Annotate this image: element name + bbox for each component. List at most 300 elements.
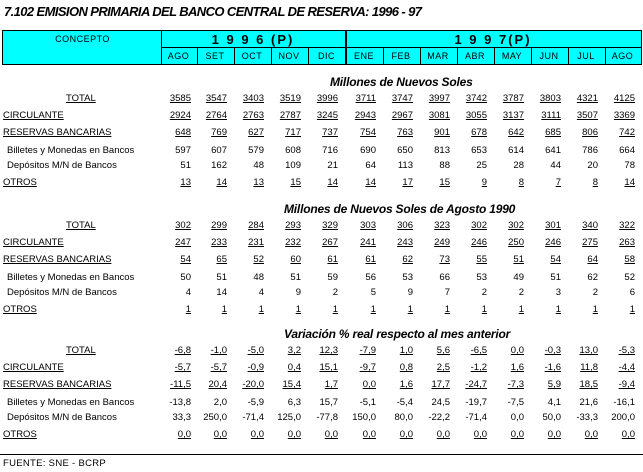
cell-value: 3997 — [428, 93, 450, 104]
cell-value: 1 — [221, 304, 227, 315]
cell-value: 20 — [587, 160, 598, 171]
cell-value: 54 — [180, 254, 191, 265]
cell-value: -13,8 — [169, 397, 191, 408]
section-subtitle: Variación % real respecto al mes anterior — [284, 327, 511, 341]
cell-value: 614 — [508, 145, 524, 156]
cell-value: 0,0 — [250, 429, 264, 440]
row-label: RESERVAS BANCARIAS — [3, 254, 112, 265]
row-label: TOTAL — [66, 345, 96, 356]
cell-value: 21 — [327, 160, 338, 171]
row-label: Billetes y Monedas en Bancos — [7, 145, 135, 156]
table-row — [0, 345, 643, 359]
cell-value: 1 — [295, 304, 301, 315]
cell-value: 250,0 — [203, 412, 227, 423]
cell-value: 0,0 — [362, 429, 376, 440]
cell-value: -22,2 — [428, 412, 450, 423]
cell-value: 249 — [434, 237, 450, 248]
cell-value: -16,1 — [613, 397, 635, 408]
cell-value: 51 — [290, 272, 301, 283]
cell-value: 597 — [175, 145, 191, 156]
cell-value: 3803 — [539, 93, 561, 104]
cell-value: 2764 — [205, 110, 227, 121]
cell-value: 303 — [360, 220, 376, 231]
cell-value: 664 — [619, 145, 635, 156]
cell-value: 113 — [397, 160, 413, 171]
month-divider — [197, 48, 198, 64]
cell-value: 579 — [248, 145, 264, 156]
cell-value: 2943 — [354, 110, 376, 121]
page-title: 7.102 EMISION PRIMARIA DEL BANCO CENTRAL DE RESERVA: 1996 - 97 — [4, 4, 422, 19]
cell-value: 5,9 — [547, 379, 561, 390]
cell-value: 15 — [439, 177, 450, 188]
row-label: CIRCULANTE — [3, 362, 64, 373]
table-row — [0, 412, 643, 426]
month-header: ENE — [353, 51, 374, 61]
cell-value: 3081 — [428, 110, 450, 121]
cell-value: 3747 — [391, 93, 413, 104]
cell-value: -6,5 — [470, 345, 487, 356]
cell-value: 44 — [550, 160, 561, 171]
cell-value: -1,0 — [210, 345, 227, 356]
cell-value: 7 — [444, 287, 450, 298]
month-header: FEB — [391, 51, 411, 61]
cell-value: 13,0 — [579, 345, 598, 356]
cell-value: -7,9 — [359, 345, 376, 356]
cell-value: 3507 — [576, 110, 598, 121]
month-divider — [271, 48, 272, 64]
cell-value: 51 — [180, 160, 191, 171]
cell-value: 329 — [322, 220, 338, 231]
cell-value: 3055 — [465, 110, 487, 121]
cell-value: 59 — [327, 272, 338, 283]
row-label: Billetes y Monedas en Bancos — [7, 272, 135, 283]
cell-value: 53 — [476, 272, 487, 283]
cell-value: 2787 — [279, 110, 301, 121]
cell-value: -6,8 — [174, 345, 191, 356]
cell-value: 56 — [365, 272, 376, 283]
cell-value: 3711 — [355, 93, 376, 104]
month-divider — [383, 48, 384, 64]
cell-value: -5,0 — [247, 345, 264, 356]
cell-value: 78 — [624, 160, 635, 171]
cell-value: 54 — [550, 254, 561, 265]
cell-value: 0,0 — [287, 429, 301, 440]
cell-value: 0,0 — [324, 429, 338, 440]
table-row — [0, 254, 643, 268]
row-label: OTROS — [3, 177, 37, 188]
cell-value: 2763 — [242, 110, 264, 121]
cell-value: 52 — [253, 254, 264, 265]
cell-value: -7,5 — [507, 397, 524, 408]
month-header: DIC — [318, 51, 335, 61]
cell-value: 50 — [180, 272, 191, 283]
cell-value: 627 — [248, 127, 264, 138]
cell-value: 3,2 — [287, 345, 301, 356]
cell-value: 648 — [175, 127, 191, 138]
cell-value: 14 — [327, 177, 338, 188]
cell-value: 4 — [185, 287, 191, 298]
cell-value: 302 — [508, 220, 524, 231]
table-row — [0, 127, 643, 141]
cell-value: -1,6 — [544, 362, 561, 373]
table-row — [0, 287, 643, 301]
cell-value: 21,6 — [579, 397, 598, 408]
cell-value: 62 — [587, 272, 598, 283]
cell-value: 125,0 — [277, 412, 301, 423]
cell-value: 55 — [476, 254, 487, 265]
cell-value: -0,3 — [544, 345, 561, 356]
concepto-header: CONCEPTO — [55, 34, 110, 44]
cell-value: 1 — [629, 304, 635, 315]
cell-value: 1 — [481, 304, 487, 315]
cell-value: 15,1 — [319, 362, 338, 373]
cell-value: 62 — [402, 254, 413, 265]
cell-value: -20,0 — [242, 379, 264, 390]
cell-value: 716 — [322, 145, 338, 156]
cell-value: 49 — [513, 272, 524, 283]
cell-value: 1 — [185, 304, 191, 315]
cell-value: -5,7 — [210, 362, 227, 373]
cell-value: 241 — [360, 237, 376, 248]
cell-value: 14 — [216, 177, 227, 188]
cell-value: -11,5 — [170, 379, 191, 390]
cell-value: 653 — [471, 145, 487, 156]
cell-value: 231 — [248, 237, 264, 248]
cell-value: 5,6 — [436, 345, 450, 356]
cell-value: 28 — [513, 160, 524, 171]
cell-value: -5,3 — [618, 345, 635, 356]
cell-value: 2924 — [169, 110, 191, 121]
cell-value: 0,0 — [510, 429, 524, 440]
cell-value: 0,0 — [621, 429, 635, 440]
row-label: RESERVAS BANCARIAS — [3, 379, 112, 390]
cell-value: 48 — [253, 160, 264, 171]
row-label: RESERVAS BANCARIAS — [3, 127, 112, 138]
cell-value: 2,0 — [213, 397, 227, 408]
cell-value: 1,6 — [399, 379, 413, 390]
row-label: Depósitos M/N de Bancos — [7, 412, 117, 423]
row-label: TOTAL — [66, 220, 96, 231]
cell-value: 24,5 — [431, 397, 450, 408]
cell-value: 9 — [481, 177, 487, 188]
cell-value: 293 — [285, 220, 301, 231]
cell-value: 150,0 — [352, 412, 376, 423]
cell-value: 58 — [624, 254, 635, 265]
cell-value: 786 — [582, 145, 598, 156]
month-divider — [531, 48, 532, 64]
cell-value: 52 — [624, 272, 635, 283]
cell-value: 0,8 — [399, 362, 413, 373]
cell-value: -9,4 — [618, 379, 635, 390]
cell-value: 8 — [592, 177, 598, 188]
month-header: MAR — [427, 51, 449, 61]
source-note: FUENTE: SNE - BCRP — [3, 458, 107, 469]
cell-value: 299 — [211, 220, 227, 231]
cell-value: 246 — [545, 237, 561, 248]
cell-value: 284 — [248, 220, 264, 231]
cell-value: 263 — [619, 237, 635, 248]
cell-value: 323 — [434, 220, 450, 231]
cell-value: 4321 — [576, 93, 598, 104]
table-row — [0, 93, 643, 107]
cell-value: 3742 — [465, 93, 487, 104]
cell-value: 14 — [365, 177, 376, 188]
cell-value: -1,2 — [470, 362, 487, 373]
cell-value: 742 — [619, 127, 635, 138]
cell-value: 1 — [370, 304, 376, 315]
cell-value: 806 — [582, 127, 598, 138]
cell-value: 3519 — [279, 93, 301, 104]
cell-value: 2 — [518, 287, 524, 298]
cell-value: 3369 — [613, 110, 635, 121]
section-subtitle: Millones de Nuevos Soles — [330, 75, 473, 89]
cell-value: 769 — [211, 127, 227, 138]
cell-value: 1 — [555, 304, 561, 315]
cell-value: 243 — [397, 237, 413, 248]
cell-value: 608 — [285, 145, 301, 156]
cell-value: -5,9 — [247, 397, 264, 408]
cell-value: 2 — [332, 287, 338, 298]
cell-value: 15,4 — [282, 379, 301, 390]
table-row — [0, 304, 643, 318]
table-row — [0, 379, 643, 393]
table-row — [0, 220, 643, 234]
cell-value: 0,0 — [436, 429, 450, 440]
cell-value: 14 — [624, 177, 635, 188]
cell-value: 4125 — [613, 93, 635, 104]
cell-value: 73 — [439, 254, 450, 265]
month-header: AGO — [167, 51, 190, 61]
cell-value: 0,0 — [510, 345, 524, 356]
cell-value: 9 — [407, 287, 413, 298]
cell-value: -9,7 — [359, 362, 376, 373]
cell-value: 17 — [402, 177, 413, 188]
cell-value: 301 — [545, 220, 561, 231]
cell-value: 302 — [175, 220, 191, 231]
cell-value: 1,0 — [399, 345, 413, 356]
month-divider — [308, 48, 309, 64]
cell-value: 0,4 — [287, 362, 301, 373]
cell-value: 717 — [285, 127, 301, 138]
cell-value: 7 — [555, 177, 561, 188]
cell-value: 6 — [629, 287, 635, 298]
year-header-1997: 1 9 9 7(P) — [454, 32, 532, 47]
cell-value: 1,6 — [510, 362, 524, 373]
cell-value: 0,0 — [399, 429, 413, 440]
cell-value: 60 — [290, 254, 301, 265]
cell-value: 3137 — [502, 110, 524, 121]
cell-value: 1 — [444, 304, 450, 315]
cell-value: 0,0 — [177, 429, 191, 440]
table-row — [0, 177, 643, 191]
cell-value: 18,5 — [579, 379, 598, 390]
row-label: TOTAL — [66, 93, 96, 104]
cell-value: 690 — [360, 145, 376, 156]
table-header — [2, 30, 642, 65]
section-subtitle: Millones de Nuevos Soles de Agosto 1990 — [284, 202, 516, 216]
cell-value: 685 — [545, 127, 561, 138]
cell-value: -19,7 — [465, 397, 487, 408]
cell-value: 13 — [253, 177, 264, 188]
cell-value: 275 — [582, 237, 598, 248]
cell-value: -4,4 — [618, 362, 635, 373]
cell-value: 2,5 — [436, 362, 450, 373]
month-header: ABR — [464, 51, 485, 61]
cell-value: 15 — [290, 177, 301, 188]
table-row — [0, 110, 643, 124]
cell-value: 15,7 — [319, 397, 338, 408]
cell-value: 2 — [481, 287, 487, 298]
cell-value: 51 — [513, 254, 524, 265]
cell-value: -5,1 — [359, 397, 376, 408]
cell-value: 1 — [407, 304, 413, 315]
cell-value: 3547 — [205, 93, 227, 104]
row-label: Depósitos M/N de Bancos — [7, 287, 117, 298]
cell-value: 3403 — [242, 93, 264, 104]
cell-value: 20,4 — [208, 379, 227, 390]
cell-value: 66 — [439, 272, 450, 283]
month-divider — [494, 48, 495, 64]
month-divider — [457, 48, 458, 64]
table-row — [0, 145, 643, 159]
row-label: Billetes y Monedas en Bancos — [7, 397, 135, 408]
month-header: SET — [205, 51, 225, 61]
month-divider — [568, 48, 569, 64]
table-row — [0, 397, 643, 411]
cell-value: 3 — [555, 287, 561, 298]
month-divider — [420, 48, 421, 64]
cell-value: -33,3 — [576, 412, 598, 423]
cell-value: 33,3 — [172, 412, 191, 423]
table-row — [0, 272, 643, 286]
cell-value: 0,0 — [547, 429, 561, 440]
month-header: JUN — [539, 51, 559, 61]
cell-value: 53 — [402, 272, 413, 283]
month-header: OCT — [241, 51, 263, 61]
month-divider — [234, 48, 235, 64]
cell-value: 14 — [216, 287, 227, 298]
cell-value: 0,0 — [510, 412, 524, 423]
cell-value: 650 — [397, 145, 413, 156]
cell-value: 3245 — [316, 110, 338, 121]
cell-value: -71,4 — [242, 412, 264, 423]
cell-value: -24,7 — [465, 379, 487, 390]
cell-value: 302 — [471, 220, 487, 231]
cell-value: 64 — [365, 160, 376, 171]
cell-value: 754 — [360, 127, 376, 138]
cell-value: 0,0 — [213, 429, 227, 440]
cell-value: 48 — [253, 272, 264, 283]
table-row — [0, 362, 643, 376]
month-header: NOV — [278, 51, 300, 61]
cell-value: 2 — [592, 287, 598, 298]
footer-divider — [0, 454, 643, 455]
year-header-1996: 1 9 9 6 (P) — [211, 32, 295, 47]
cell-value: 6,3 — [287, 397, 301, 408]
month-header: AGO — [611, 51, 634, 61]
cell-value: 1 — [592, 304, 598, 315]
cell-value: 0,0 — [584, 429, 598, 440]
cell-value: 109 — [285, 160, 301, 171]
cell-value: 13 — [180, 177, 191, 188]
cell-value: 1 — [332, 304, 338, 315]
cell-value: 4,1 — [547, 397, 561, 408]
cell-value: -71,4 — [465, 412, 487, 423]
cell-value: 5 — [370, 287, 376, 298]
cell-value: -5,4 — [396, 397, 413, 408]
cell-value: 50,0 — [542, 412, 561, 423]
cell-value: 813 — [434, 145, 450, 156]
cell-value: 322 — [619, 220, 635, 231]
cell-value: 1,7 — [324, 379, 338, 390]
cell-value: -0,9 — [247, 362, 264, 373]
table-row — [0, 160, 643, 174]
cell-value: 11,8 — [580, 362, 598, 373]
table-row — [0, 429, 643, 443]
cell-value: -77,8 — [316, 412, 338, 423]
cell-value: 642 — [508, 127, 524, 138]
cell-value: 9 — [295, 287, 301, 298]
cell-value: 25 — [476, 160, 487, 171]
cell-value: 65 — [216, 254, 227, 265]
cell-value: 0,0 — [473, 429, 487, 440]
cell-value: 51 — [216, 272, 227, 283]
cell-value: 233 — [211, 237, 227, 248]
cell-value: 641 — [545, 145, 561, 156]
cell-value: 901 — [434, 127, 450, 138]
cell-value: 247 — [175, 237, 191, 248]
cell-value: 1 — [518, 304, 524, 315]
cell-value: 51 — [550, 272, 561, 283]
cell-value: 250 — [508, 237, 524, 248]
cell-value: 340 — [582, 220, 598, 231]
cell-value: 80,0 — [394, 412, 413, 423]
cell-value: 12,3 — [319, 345, 338, 356]
cell-value: 246 — [471, 237, 487, 248]
month-divider — [605, 48, 606, 64]
cell-value: 607 — [211, 145, 227, 156]
cell-value: 3111 — [541, 110, 561, 121]
row-label: OTROS — [3, 429, 37, 440]
cell-value: 4 — [258, 287, 264, 298]
cell-value: 232 — [285, 237, 301, 248]
cell-value: 88 — [439, 160, 450, 171]
cell-value: 0,0 — [362, 379, 376, 390]
cell-value: 3996 — [316, 93, 338, 104]
month-header: MAY — [501, 51, 523, 61]
row-label: OTROS — [3, 304, 37, 315]
cell-value: 8 — [518, 177, 524, 188]
cell-value: 162 — [211, 160, 227, 171]
cell-value: 678 — [471, 127, 487, 138]
row-label: CIRCULANTE — [3, 237, 64, 248]
cell-value: 17,7 — [431, 379, 450, 390]
month-header: JUL — [577, 51, 595, 61]
cell-value: 3787 — [502, 93, 524, 104]
cell-value: 763 — [397, 127, 413, 138]
cell-value: 1 — [258, 304, 264, 315]
cell-value: 2967 — [391, 110, 413, 121]
table-row — [0, 237, 643, 251]
cell-value: 737 — [322, 127, 338, 138]
cell-value: -7,3 — [507, 379, 524, 390]
cell-value: 3585 — [169, 93, 191, 104]
row-label: CIRCULANTE — [3, 110, 64, 121]
cell-value: 64 — [587, 254, 598, 265]
cell-value: 306 — [397, 220, 413, 231]
row-label: Depósitos M/N de Bancos — [7, 160, 117, 171]
cell-value: 200,0 — [611, 412, 635, 423]
